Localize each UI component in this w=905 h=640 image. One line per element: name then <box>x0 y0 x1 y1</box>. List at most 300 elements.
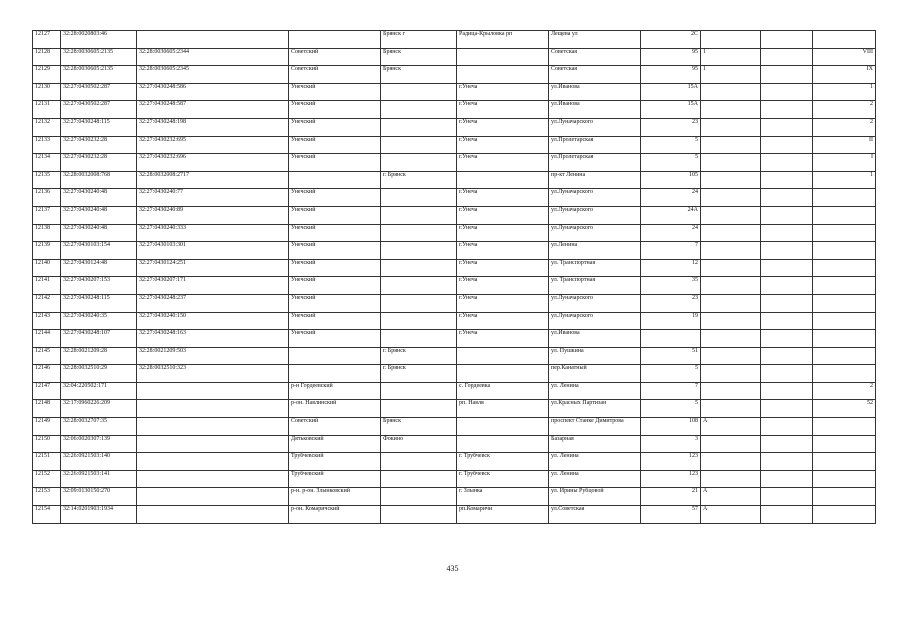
table-row <box>33 31 876 49</box>
cell-street: Советская <box>549 66 641 84</box>
cell-parent-cadastral-number: 32:27:0430240:35 <box>61 312 137 330</box>
cell-city <box>381 330 457 348</box>
cell-parent-cadastral-number: 32:28:0032008:768 <box>61 171 137 189</box>
table-row <box>33 418 876 436</box>
cell-street: Базарная <box>549 435 641 453</box>
cell-apartment: I <box>813 154 876 172</box>
cell-house-number: 95 <box>641 66 701 84</box>
table-row <box>33 330 876 348</box>
cell-row-number: 12153 <box>33 488 61 506</box>
cell-building <box>701 171 761 189</box>
cell-building <box>701 31 761 49</box>
cell-street: ул.Луначарского <box>549 294 641 312</box>
cell-settlement: рп.Комаричи <box>457 506 549 524</box>
cell-parent-cadastral-number: 32:26:0921503:140 <box>61 453 137 471</box>
cell-structure <box>761 453 813 471</box>
cell-row-number: 12152 <box>33 470 61 488</box>
cell-street: ул.Пролетарская <box>549 136 641 154</box>
cell-apartment <box>813 506 876 524</box>
cell-row-number: 12143 <box>33 312 61 330</box>
cell-house-number: 105 <box>641 171 701 189</box>
cell-structure <box>761 31 813 49</box>
cell-apartment: 2 <box>813 382 876 400</box>
cell-structure <box>761 83 813 101</box>
cell-structure <box>761 312 813 330</box>
cell-parent-cadastral-number: 32:27:0430502:287 <box>61 83 137 101</box>
cell-cadastral-number <box>137 453 289 471</box>
cell-apartment <box>813 312 876 330</box>
cell-building <box>701 382 761 400</box>
table-row <box>33 242 876 260</box>
cell-house-number: 21 <box>641 488 701 506</box>
cell-district <box>289 365 381 383</box>
cell-settlement <box>457 347 549 365</box>
cell-row-number: 12144 <box>33 330 61 348</box>
cell-settlement: г. Злынка <box>457 488 549 506</box>
cell-building <box>701 330 761 348</box>
cell-cadastral-number: 32:27:0430207:171 <box>137 277 289 295</box>
cell-structure <box>761 382 813 400</box>
cell-city <box>381 154 457 172</box>
cell-house-number: 12 <box>641 259 701 277</box>
document-page <box>32 30 875 524</box>
cell-structure <box>761 506 813 524</box>
cell-cadastral-number <box>137 31 289 49</box>
cell-district: Унечский <box>289 83 381 101</box>
cell-row-number: 12146 <box>33 365 61 383</box>
table-row <box>33 365 876 383</box>
cell-district: Унечский <box>289 224 381 242</box>
cell-apartment <box>813 277 876 295</box>
cell-district: Унечский <box>289 242 381 260</box>
cell-structure <box>761 330 813 348</box>
cell-apartment <box>813 365 876 383</box>
cell-structure <box>761 189 813 207</box>
cell-row-number: 12148 <box>33 400 61 418</box>
cell-parent-cadastral-number: 32:04:220502:171 <box>61 382 137 400</box>
cell-row-number: 12150 <box>33 435 61 453</box>
cell-structure <box>761 154 813 172</box>
cell-row-number: 12141 <box>33 277 61 295</box>
table-row <box>33 435 876 453</box>
cell-district: Унечский <box>289 189 381 207</box>
cell-city: г. Брянск <box>381 171 457 189</box>
cell-building <box>701 294 761 312</box>
cell-street: ул. Транспортная <box>549 277 641 295</box>
cell-district <box>289 347 381 365</box>
cell-parent-cadastral-number: 32:27:0430502:287 <box>61 101 137 119</box>
cell-house-number <box>641 330 701 348</box>
cell-street: ул. Ирины Рубцовой <box>549 488 641 506</box>
cell-district: Дятьковский <box>289 435 381 453</box>
cell-row-number: 12138 <box>33 224 61 242</box>
cell-structure <box>761 101 813 119</box>
table-row <box>33 347 876 365</box>
cell-house-number: 108 <box>641 418 701 436</box>
cell-building <box>701 347 761 365</box>
cell-street: ул.Иванова <box>549 83 641 101</box>
cell-structure <box>761 118 813 136</box>
cell-building <box>701 400 761 418</box>
cell-cadastral-number <box>137 435 289 453</box>
cell-district: Советский <box>289 48 381 66</box>
cell-row-number: 12154 <box>33 506 61 524</box>
cell-city <box>381 453 457 471</box>
cell-apartment <box>813 206 876 224</box>
cell-settlement <box>457 365 549 383</box>
cell-parent-cadastral-number: 32:27:0430240:48 <box>61 189 137 207</box>
cell-cadastral-number: 32:27:0430124:251 <box>137 259 289 277</box>
cell-apartment: 52 <box>813 400 876 418</box>
cell-parent-cadastral-number: 32:27:0430207:153 <box>61 277 137 295</box>
cell-row-number: 12130 <box>33 83 61 101</box>
cell-row-number: 12129 <box>33 66 61 84</box>
table-row <box>33 189 876 207</box>
cell-structure <box>761 242 813 260</box>
table-row <box>33 470 876 488</box>
cell-parent-cadastral-number: 32:09:0130150:270 <box>61 488 137 506</box>
cell-row-number: 12147 <box>33 382 61 400</box>
cell-city: г. Брянск <box>381 347 457 365</box>
table-row <box>33 136 876 154</box>
cell-street: ул. Ленина <box>549 470 641 488</box>
cell-street: ул.Луначарского <box>549 312 641 330</box>
cell-street: пер.Канатный <box>549 365 641 383</box>
cell-cadastral-number: 32:27:0430248:198 <box>137 118 289 136</box>
cell-district: Советский <box>289 66 381 84</box>
cell-building <box>701 83 761 101</box>
cell-row-number: 12136 <box>33 189 61 207</box>
cell-apartment <box>813 453 876 471</box>
cell-row-number: 12135 <box>33 171 61 189</box>
cell-street: ул. Ленина <box>549 382 641 400</box>
cell-structure <box>761 259 813 277</box>
cell-house-number: 19 <box>641 312 701 330</box>
cell-house-number: 51 <box>641 347 701 365</box>
cell-district: р-н. р-он. Злынковский <box>289 488 381 506</box>
table-row <box>33 154 876 172</box>
cell-settlement <box>457 66 549 84</box>
cell-building <box>701 224 761 242</box>
cell-city <box>381 382 457 400</box>
cell-settlement: Радица-Крыловка рп <box>457 31 549 49</box>
cell-street: пр-кт Ленина <box>549 171 641 189</box>
cell-settlement <box>457 418 549 436</box>
table-row <box>33 259 876 277</box>
cell-city <box>381 400 457 418</box>
cell-structure <box>761 470 813 488</box>
cell-parent-cadastral-number: 32:28:0021209:28 <box>61 347 137 365</box>
cell-city: Брянск г <box>381 31 457 49</box>
cell-city <box>381 83 457 101</box>
cell-street: ул.Иванова <box>549 101 641 119</box>
cell-parent-cadastral-number: 32:27:0430240:48 <box>61 224 137 242</box>
cell-city: г. Брянск <box>381 365 457 383</box>
cell-district: Унечский <box>289 118 381 136</box>
cell-apartment: VIII <box>813 48 876 66</box>
cell-structure <box>761 66 813 84</box>
cell-parent-cadastral-number: 32:27:0430248:115 <box>61 118 137 136</box>
table-row <box>33 224 876 242</box>
cell-apartment <box>813 330 876 348</box>
table-row <box>33 118 876 136</box>
cell-house-number: 24 <box>641 189 701 207</box>
cell-cadastral-number: 32:27:0430240:77 <box>137 189 289 207</box>
cell-apartment <box>813 224 876 242</box>
cadastral-table <box>32 30 876 524</box>
cell-house-number: 123 <box>641 470 701 488</box>
cell-cadastral-number: 32:27:0430248:586 <box>137 83 289 101</box>
cell-structure <box>761 435 813 453</box>
cell-row-number: 12140 <box>33 259 61 277</box>
cell-parent-cadastral-number: 32:27:0430240:48 <box>61 206 137 224</box>
cell-settlement: г.Унеча <box>457 118 549 136</box>
cell-house-number: 15А <box>641 101 701 119</box>
cell-structure <box>761 206 813 224</box>
cell-city <box>381 118 457 136</box>
table-row <box>33 66 876 84</box>
cell-settlement: г. Трубчевск <box>457 453 549 471</box>
table-row <box>33 294 876 312</box>
table-row <box>33 83 876 101</box>
cell-building <box>701 435 761 453</box>
cell-settlement: г.Унеча <box>457 294 549 312</box>
cell-settlement: г.Унеча <box>457 154 549 172</box>
cell-house-number: 7 <box>641 242 701 260</box>
cell-street: проспект Станке Димитрова <box>549 418 641 436</box>
cell-house-number: 24А <box>641 206 701 224</box>
table-row <box>33 101 876 119</box>
cell-structure <box>761 224 813 242</box>
cell-row-number: 12139 <box>33 242 61 260</box>
cell-cadastral-number: 32:28:0032510:323 <box>137 365 289 383</box>
cell-settlement: г.Унеча <box>457 206 549 224</box>
cell-parent-cadastral-number: 32:28:0030605:2135 <box>61 66 137 84</box>
cell-house-number: 57 <box>641 506 701 524</box>
cell-district: Унечский <box>289 154 381 172</box>
cell-apartment: 2 <box>813 101 876 119</box>
cell-structure <box>761 277 813 295</box>
cell-apartment: IX <box>813 66 876 84</box>
cell-parent-cadastral-number: 32:27:0430103:154 <box>61 242 137 260</box>
cell-district: Советский <box>289 418 381 436</box>
cell-settlement <box>457 48 549 66</box>
cell-apartment <box>813 418 876 436</box>
cell-apartment: II <box>813 136 876 154</box>
cell-district: Унечский <box>289 259 381 277</box>
cell-building <box>701 136 761 154</box>
cell-district: Унечский <box>289 206 381 224</box>
cell-settlement: г.Унеча <box>457 136 549 154</box>
page-number: 435 <box>446 564 459 573</box>
cell-building <box>701 118 761 136</box>
cell-settlement: г.Унеча <box>457 277 549 295</box>
cell-street: Лещева ул <box>549 31 641 49</box>
cell-city <box>381 506 457 524</box>
cell-city <box>381 312 457 330</box>
table-row <box>33 312 876 330</box>
cell-apartment <box>813 488 876 506</box>
cell-cadastral-number: 32:28:0021209:503 <box>137 347 289 365</box>
cell-building: 1 <box>701 66 761 84</box>
cell-cadastral-number: 32:27:0430232:696 <box>137 154 289 172</box>
cell-district: р-он. Навлинский <box>289 400 381 418</box>
cell-building <box>701 453 761 471</box>
cell-street: ул.Советская <box>549 506 641 524</box>
cell-city <box>381 470 457 488</box>
cell-city <box>381 136 457 154</box>
cell-street: ул.Красных Партизан <box>549 400 641 418</box>
cell-house-number: 2С <box>641 31 701 49</box>
cell-cadastral-number: 32:28:0030605:2344 <box>137 48 289 66</box>
table-row <box>33 400 876 418</box>
cell-settlement: г.Унеча <box>457 83 549 101</box>
cell-parent-cadastral-number: 32:27:0430248:115 <box>61 294 137 312</box>
cell-house-number: 7 <box>641 382 701 400</box>
cell-street: ул.Луначарского <box>549 189 641 207</box>
cell-apartment: 2 <box>813 118 876 136</box>
cell-row-number: 12133 <box>33 136 61 154</box>
cell-city: Брянск <box>381 418 457 436</box>
cell-building <box>701 259 761 277</box>
cell-row-number: 12131 <box>33 101 61 119</box>
cell-house-number: 95 <box>641 48 701 66</box>
cell-settlement: г.Унеча <box>457 189 549 207</box>
cell-street: ул.Луначарского <box>549 118 641 136</box>
cell-district: Унечский <box>289 136 381 154</box>
cell-street: ул.Иванова <box>549 330 641 348</box>
cell-structure <box>761 365 813 383</box>
cell-row-number: 12151 <box>33 453 61 471</box>
cell-parent-cadastral-number: 32:26:0921503:141 <box>61 470 137 488</box>
cell-house-number: 123 <box>641 453 701 471</box>
cell-city <box>381 101 457 119</box>
cell-cadastral-number: 32:27:0430240:333 <box>137 224 289 242</box>
cell-structure <box>761 171 813 189</box>
cell-row-number: 12145 <box>33 347 61 365</box>
cell-city: Брянск <box>381 66 457 84</box>
table-row <box>33 48 876 66</box>
table-row <box>33 453 876 471</box>
cell-district: Трубчевский <box>289 453 381 471</box>
cell-settlement: г.Унеча <box>457 224 549 242</box>
cell-city <box>381 277 457 295</box>
cell-cadastral-number <box>137 506 289 524</box>
cell-building <box>701 470 761 488</box>
cell-cadastral-number <box>137 470 289 488</box>
cell-structure <box>761 48 813 66</box>
cell-street: ул.Луначарского <box>549 224 641 242</box>
cell-parent-cadastral-number: 32:28:0032510:29 <box>61 365 137 383</box>
cell-settlement <box>457 171 549 189</box>
table-row <box>33 382 876 400</box>
cell-house-number: 3 <box>641 435 701 453</box>
cell-cadastral-number: 32:27:0430248:587 <box>137 101 289 119</box>
cell-structure <box>761 294 813 312</box>
cell-district: Трубчевский <box>289 470 381 488</box>
cell-settlement: г.Унеча <box>457 259 549 277</box>
cell-row-number: 12149 <box>33 418 61 436</box>
cell-street: ул. Ленина <box>549 453 641 471</box>
cell-settlement: рп. Навля <box>457 400 549 418</box>
cell-building <box>701 189 761 207</box>
cell-house-number: 23 <box>641 294 701 312</box>
cell-house-number: 23 <box>641 118 701 136</box>
cell-house-number: 24 <box>641 224 701 242</box>
cell-house-number: 15А <box>641 83 701 101</box>
table-row <box>33 277 876 295</box>
cell-district <box>289 171 381 189</box>
cell-cadastral-number: 32:27:0430232:695 <box>137 136 289 154</box>
cell-settlement: г.Унеча <box>457 330 549 348</box>
table-row <box>33 506 876 524</box>
cell-house-number: 5 <box>641 365 701 383</box>
cell-district: Унечский <box>289 312 381 330</box>
cell-parent-cadastral-number: 32:06:0020307:139 <box>61 435 137 453</box>
cell-apartment: 1 <box>813 83 876 101</box>
cell-structure <box>761 488 813 506</box>
cell-building: А <box>701 506 761 524</box>
cell-cadastral-number <box>137 400 289 418</box>
cell-apartment <box>813 294 876 312</box>
cell-city <box>381 488 457 506</box>
cell-building <box>701 101 761 119</box>
cell-building <box>701 154 761 172</box>
cell-house-number: 35 <box>641 277 701 295</box>
cell-parent-cadastral-number: 32:27:0430124:48 <box>61 259 137 277</box>
cell-apartment <box>813 259 876 277</box>
cell-parent-cadastral-number: 32:27:0430232:28 <box>61 136 137 154</box>
cell-settlement: г.Унеча <box>457 101 549 119</box>
cell-cadastral-number: 32:27:0430103:301 <box>137 242 289 260</box>
table-row <box>33 206 876 224</box>
cell-district <box>289 31 381 49</box>
cell-city <box>381 259 457 277</box>
cell-settlement: г.Унеча <box>457 242 549 260</box>
cell-district: Унечский <box>289 330 381 348</box>
cell-structure <box>761 136 813 154</box>
cell-street: ул.Луначарского <box>549 206 641 224</box>
cell-building <box>701 277 761 295</box>
cell-parent-cadastral-number: 32:28:0032707:35 <box>61 418 137 436</box>
cell-parent-cadastral-number: 32:27:0430248:107 <box>61 330 137 348</box>
cell-street: ул.Ленина <box>549 242 641 260</box>
cell-cadastral-number: 32:27:0430240:89 <box>137 206 289 224</box>
cell-building <box>701 312 761 330</box>
cell-parent-cadastral-number: 32:28:0030605:2135 <box>61 48 137 66</box>
cell-cadastral-number: 32:27:0430240:150 <box>137 312 289 330</box>
cell-cadastral-number: 32:28:0030605:2345 <box>137 66 289 84</box>
cell-cadastral-number: 32:28:0032008:2717 <box>137 171 289 189</box>
cell-street: ул. Транспортная <box>549 259 641 277</box>
cell-cadastral-number: 32:27:0430248:163 <box>137 330 289 348</box>
cell-apartment: 1 <box>813 171 876 189</box>
cell-cadastral-number: 32:27:0430248:237 <box>137 294 289 312</box>
cell-city: Фокино <box>381 435 457 453</box>
cell-parent-cadastral-number: 32:27:0430232:28 <box>61 154 137 172</box>
cell-city <box>381 206 457 224</box>
cell-city <box>381 189 457 207</box>
cell-settlement: с. Гордеевка <box>457 382 549 400</box>
cell-district: Унечский <box>289 294 381 312</box>
cell-apartment <box>813 435 876 453</box>
cell-city <box>381 224 457 242</box>
cell-city: Брянск <box>381 48 457 66</box>
cell-district: р-н Гордеевский <box>289 382 381 400</box>
cell-structure <box>761 400 813 418</box>
cell-street: Советская <box>549 48 641 66</box>
table-body <box>33 31 876 524</box>
